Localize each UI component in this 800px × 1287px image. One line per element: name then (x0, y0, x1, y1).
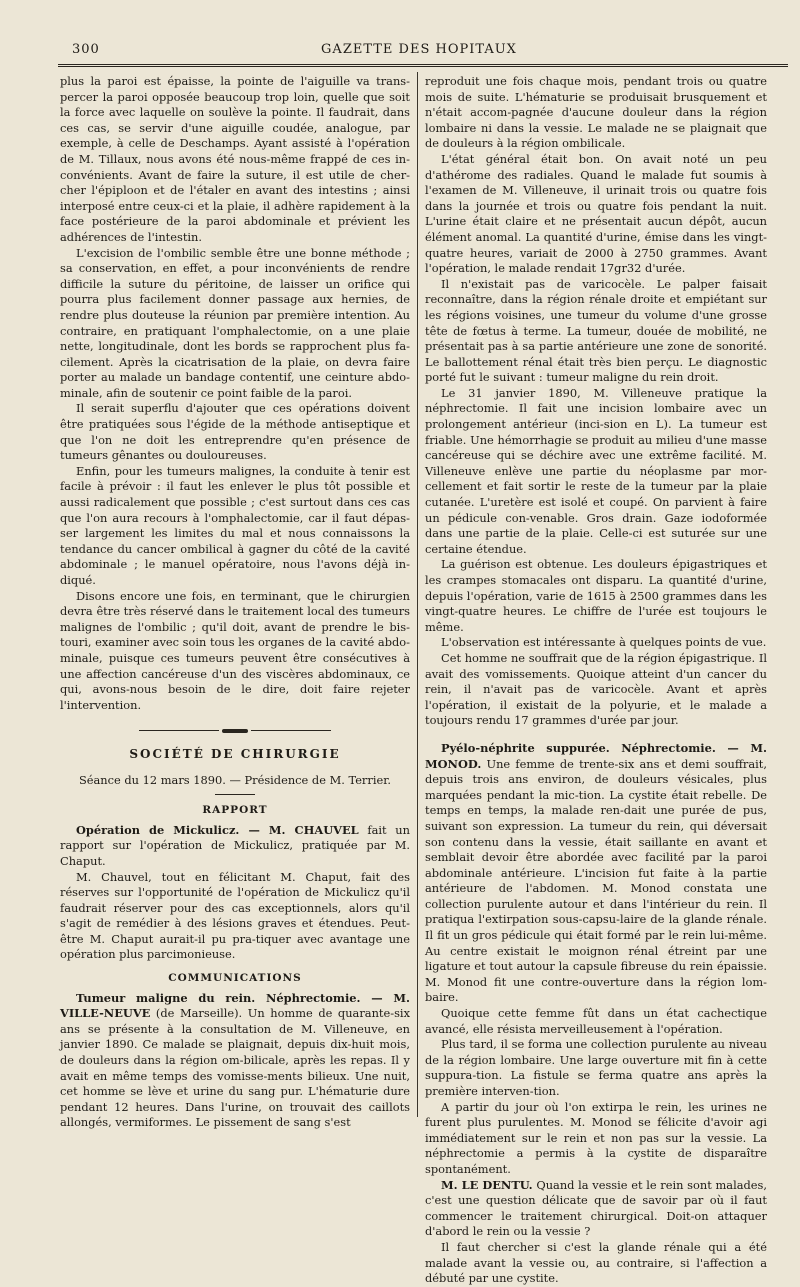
paragraph: Le 31 janvier 1890, M. Villeneuve pratique la néphrectomie. Il fait une incision lombaire avec un prolongement antérieur (inci-sion en L). La tumeur est friable. Une hémorrhagie se produit au milieu d'une masse cancéreuse qui se déchire avec une extrême facilité. M. Villeneuve enlève une partie du néoplasme par mor-cellement et fait sortir le reste de la tumeur par la plaie cutanée. L'uretère est isolé et coupé. On parvient à faire un pédicule con-venable. Gros drain. Gaze iodoformée dans une partie de la plaie. Celle-ci est suturée sur une certaine étendue. (425, 385, 767, 556)
spacer (425, 729, 767, 741)
paragraph: Quoique cette femme fût dans un état cachectique avancé, elle résista merveilleusement à l'opération. (425, 1006, 767, 1036)
article-author: — M. MONOD. (425, 740, 767, 771)
article-title: Tumeur maligne du rein. Néphrectomie. (76, 990, 361, 1005)
paragraph: A partir du jour où l'on extirpa le rein, les urines ne furent plus purulentes. M. Monod se félicite d'avoir agi immédiatement sur le rein et non pas sur la vessie. La néphrectomie a permis à la cystite de disparaître spontanément. (425, 1099, 767, 1176)
paragraph: Cet homme ne souffrait que de la région épigastrique. Il avait des vomissements. Quoique atteint d'un cancer du rein, il n'avait pas de varicocèle. Avant et après l'opération, il existait de la polyurie, et le malade a toujours rendu 17 grammes d'urée par jour. (425, 650, 767, 728)
article-author: — M. CHAUVEL (239, 822, 359, 837)
paragraph (60, 991, 410, 1131)
short-rule (215, 794, 255, 795)
paragraph: plus la paroi est épaisse, la pointe de l'aiguille va trans-percer la paroi opposée beaucoup trop loin, quelle que soit la force avec laquelle on soulève la pointe. Il faudrait, dans ces cas, se servir d'une aiguille coudée, analogue, par exemple, à celle de Deschamps. Ayant assisté à l'opération de M. Tillaux, nous avons été nous-même frappé de ces in-convénients. Avant de faire la suture, il est utile de cher-cher l'épiploon et de l'étaler en avant des intestins ; ainsi interposé entre ceux-ci et la plaie, il adhère rapidement à la face postérieure de la paroi abdominale et prévient les adhérences de l'intestin. (60, 74, 410, 244)
article-title: Pyélo-néphrite suppurée. Néphrectomie. (441, 740, 716, 755)
paragraph: Il serait superflu d'ajouter que ces opérations doivent être pratiquées sous l'égide de la méthode antiseptique et que l'on ne doit les entreprendre qu'en présence de tumeurs gênantes ou douloureuses. (60, 401, 410, 463)
article-text: fait un rapport sur l'opération de Mickulicz, pratiquée par M. Chaput. (60, 822, 410, 868)
article-text: Une femme de trente-six ans et demi souffrait, depuis trois ans environ, de douleurs vésicales, plus marquées pendant la mic-tion. La cystite était rebelle. De temps en temps, la malade ren-dait une purée de pus, suivant son expression. La tumeur du rein, qui déversait son contenu dans la vessie, était saillante en avant et semblait devoir être abordée avec facilité par la paroi abdominale antérieure. L'incision fut faite à la partie antérieure de l'abdomen. M. Monod constata une collection purulente autour et dans l'intérieur du rein. Il pratiqua l'extirpation sous-capsu-laire de la glande rénale. Il fit un gros pédicule qui était formé par le rein lui-même. Au centre existait le moignon rénal étreint par une ligature et tout autour la capsule fibreuse du rein épaissie. M. Monod fit une contre-ouverture dans la région lom-baire. (425, 756, 767, 1005)
paragraph: reproduit une fois chaque mois, pendant trois ou quatre mois de suite. L'hématurie se produisait brusquement et n'était accom-pagnée d'aucune douleur dans la région lombaire ni dans la vessie. Le malade ne se plaignait que de douleurs à la région ombilicale. (425, 74, 767, 151)
paragraph: La guérison est obtenue. Les douleurs épigastriques et les crampes stomacales ont disparu. La quantité d'urine, depuis l'opération, varie de 1615 à 2500 grammes dans les vingt-quatre heures. Le chiffre de l'urée est toujours le même. (425, 557, 767, 634)
article-author: — M. VILLE-NEUVE (60, 990, 410, 1021)
paragraph (60, 823, 410, 870)
subsection-heading: COMMUNICATIONS (168, 972, 302, 985)
page-number: 300 (72, 42, 100, 57)
article-author: M. LE DENTU. (441, 1177, 533, 1192)
journal-title: GAZETTE DES HOPITAUX (321, 42, 517, 57)
subsection-heading: RAPPORT (202, 804, 268, 817)
paragraph: L'état général était bon. On avait noté un peu d'athérome des radiales. Quand le malade fut soumis à l'examen de M. Villeneuve, il urinait trois ou quatre fois dans la journée et trois ou quatre fois pendant la nuit. L'urine était claire et ne présentait aucun dépôt, aucun élément anomal. La quantité d'urine, émise dans les vingt-quatre heures, variait de 2000 à 2750 grammes. Avant l'opération, le malade rendait 17gr32 d'urée. (425, 151, 767, 276)
paragraph: L'excision de l'ombilic semble être une bonne méthode ; sa conservation, en effet, a pour inconvénients de rendre difficile la suture du péritoine, de laisser un orifice qui pourra plus facilement donner passage aux hernies, de rendre plus douteuse la réunion par première intention. Au contraire, en pratiquant l'omphalectomie, on a une plaie nette, longitudinale, dont les bords se rapprochent plus fa-cilement. Après la cicatrisation de la plaie, on devra faire porter au malade un bandage contentif, une ceinture abdo-minale, afin de soutenir ce point faible de la paroi. (60, 245, 410, 400)
article-title: Opération de Mickulicz. (76, 822, 240, 837)
paragraph: M. Chauvel, tout en félicitant M. Chaput, fait des réserves sur l'opportunité de l'opération de Mickulicz qu'il faudrait réserver pour des cas exceptionnels, alors qu'il s'agit de remédier à des lésions graves et étendues. Peut-être M. Chaput aurait-il pu pra-tiquer avec avantage une opération plus parcimonieuse. (60, 869, 410, 962)
paragraph: L'observation est intéressante à quelques points de vue. (441, 635, 767, 650)
ornament-divider (60, 723, 410, 739)
paragraph: Enfin, pour les tumeurs malignes, la conduite à tenir est facile à prévoir : il faut les enlever le plus tôt possible et aussi radicalement que possible ; c'est surtout dans ces cas que l'on aura recours à l'omphalectomie, car il faut dépas-ser largement les limites du mal et nous connaissons la tendance du cancer ombilical à gagner du côté de la cavité abdominale ; le manuel opératoire, nous l'avons déjà in-diqué. (60, 463, 410, 587)
paragraph (425, 1178, 767, 1240)
article-text: (de Marseille). Un homme de quarante-six ans se présente à la consultation de M. Villeneuve, en janvier 1890. Ce malade se plaignait, depuis dix-huit mois, de douleurs dans la région om-bilicale, après les repas. Il y avait en même temps des vomisse-ments bilieux. Une nuit, cet homme se lève et urine du sang pur. L'hématurie dure pendant 12 heures. Dans l'urine, on trouvait des caillots allongés, vermiformes. Le pissement de sang s'est (60, 1006, 410, 1130)
right-column (425, 74, 767, 1287)
article-text: Quand la vessie et le rein sont malades, c'est une question délicate que de savoir par où il faut commencer le traitement chirurgical. Doit-on attaquer d'abord le rein ou la vessie ? (425, 1177, 767, 1239)
paragraph: Il n'existait pas de varicocèle. Le palper faisait reconnaître, dans la région rénale droite et empiétant sur les régions voisines, une tumeur du volume d'une grosse tête de fœtus à terme. La tumeur, douée de mobilité, ne présentait pas à sa partie antérieure une zone de sonorité. Le ballottement rénal était très bien perçu. Le diagnostic porté fut le suivant : tumeur maligne du rein droit. (425, 276, 767, 385)
paragraph: Disons encore une fois, en terminant, que le chirurgien devra être très réservé dans le traitement local des tumeurs malignes de l'ombilic ; qu'il doit, avant de prendre le bis-touri, examiner avec soin tous les organes de la cavité abdo-minale, puisque ces tumeurs peuvent être consécutives à une affection cancéreuse d'un des viscères abdominaux, ce qui, avons-nous besoin de le dire, doit faire rejeter l'intervention. (60, 588, 410, 712)
header-rule (58, 64, 788, 67)
page-header (58, 40, 780, 62)
paragraph: Plus tard, il se forma une collection purulente au niveau de la région lombaire. Une large ouverture mit fin à cette suppura-tion. La fistule se ferma quatre ans après la première interven-tion. (425, 1037, 767, 1098)
section-title: SOCIÉTÉ DE CHIRURGIE (129, 746, 341, 761)
session-line: Séance du 12 mars 1890. — Présidence de M. Terrier. (78, 772, 392, 787)
column-divider (417, 72, 418, 1117)
paragraph (425, 741, 767, 1006)
left-column (60, 74, 410, 1131)
paragraph: Il faut chercher si c'est la glande rénale qui a été malade avant la vessie ou, au contraire, si l'affection a débuté par une cystite. (425, 1239, 767, 1286)
